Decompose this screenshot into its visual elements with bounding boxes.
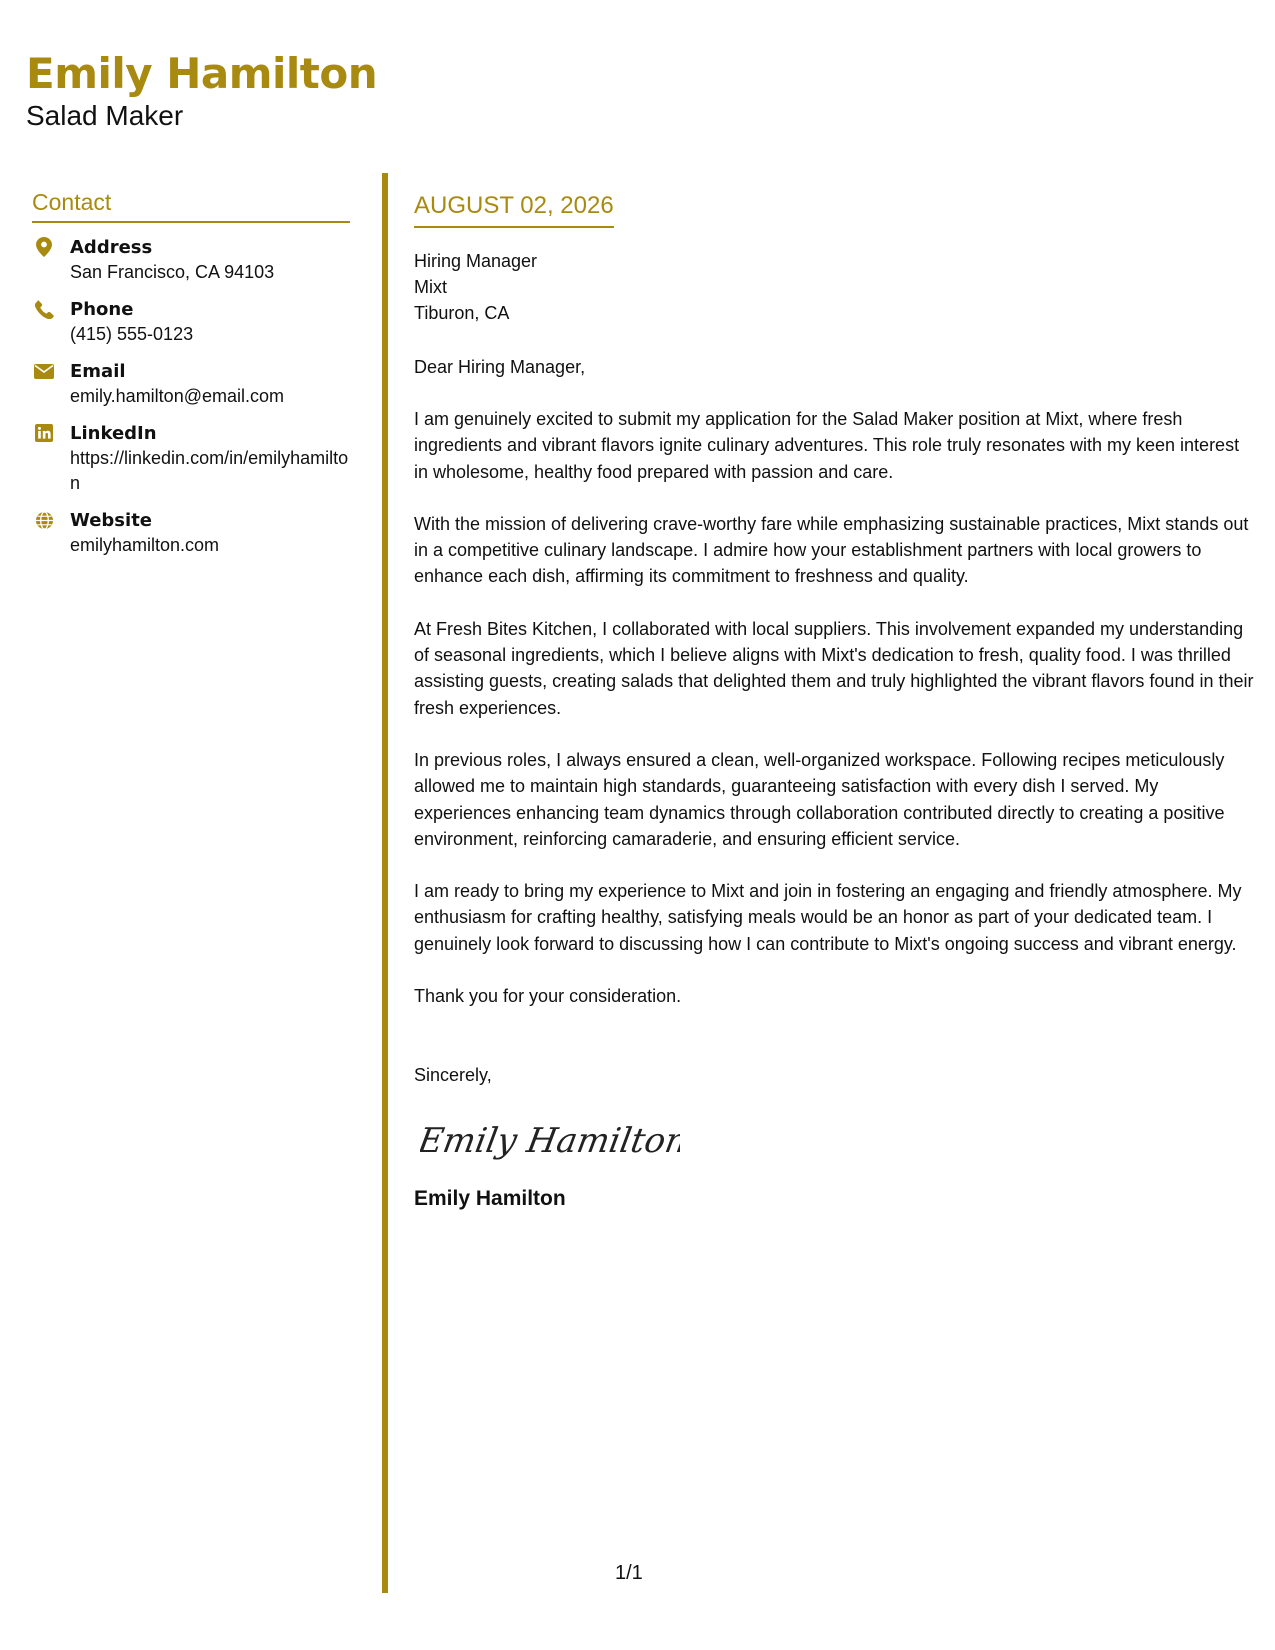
envelope-icon: [34, 361, 54, 381]
contact-value[interactable]: emilyhamilton.com: [70, 535, 220, 555]
recipient-location: Tiburon, CA: [414, 303, 510, 323]
contact-sidebar: [32, 188, 350, 570]
contact-value[interactable]: https://linkedin.com/in/emilyhamilton: [70, 448, 349, 493]
resume-header: [26, 48, 377, 132]
contact-item-website: [32, 508, 350, 558]
contact-list: [32, 235, 350, 558]
contact-value: (415) 555-0123: [70, 324, 194, 344]
contact-label: Address: [70, 237, 153, 258]
job-title: Salad Maker: [26, 100, 184, 131]
recipient-company: Mixt: [414, 277, 447, 297]
globe-icon: [34, 510, 54, 530]
contact-value: San Francisco, CA 94103: [70, 262, 275, 282]
body-paragraph: In previous roles, I always ensured a clean, well-organized workspace. Following recipes meticulously allowed me to maintain high standards, guaranteeing satisfaction with every dish I served. My experiences enhancing team dynamics through collaboration contributed directly to creating a positive environment, reinforcing camaraderie, and ensuring efficient service.: [414, 749, 1225, 849]
applicant-name: Emily Hamilton: [26, 49, 378, 98]
salutation: Dear Hiring Manager,: [414, 357, 586, 377]
contact-item-email: [32, 359, 350, 409]
recipient-block: [414, 248, 1254, 326]
body-paragraph: I am genuinely excited to submit my application for the Salad Maker position at Mixt, where fresh ingredients and vibrant flavors ignite culinary adventures. This role truly resonates with my keen interest in wholesome, healthy food prepared with passion and care.: [414, 409, 1240, 482]
vertical-divider: [382, 173, 388, 1593]
contact-label: Phone: [70, 299, 134, 320]
letter-date: AUGUST 02, 2026: [414, 192, 614, 228]
signer-name: Emily Hamilton: [414, 1187, 566, 1211]
contact-item-phone: [32, 297, 350, 347]
closing-thanks: Thank you for your consideration.: [414, 986, 682, 1007]
body-paragraph: At Fresh Bites Kitchen, I collaborated with local suppliers. This involvement expanded my understanding of seasonal ingredients, which I believe aligns with Mixt's dedication to fresh, quality food. I was thrilled assisting guests, creating salads that delighted them and truly highlighted the vibrant flavors found in their fresh experiences.: [414, 618, 1254, 718]
recipient-title: Hiring Manager: [414, 251, 538, 271]
linkedin-icon: [34, 423, 54, 443]
body-paragraph: With the mission of delivering crave-worthy fare while emphasizing sustainable practices, Mixt stands out in a competitive culinary landscape. I admire how your establishment partners with local growers to enhance each dish, affirming its commitment to freshness and quality.: [414, 513, 1249, 587]
contact-item-address: [32, 235, 350, 285]
handwritten-signature: [420, 1110, 680, 1170]
body-paragraph: I am ready to bring my experience to Mixt and join in fostering an engaging and friendly atmosphere. My enthusiasm for crafting healthy, satisfying meals would be an honor as part of your dedicated team. I genuinely look forward to discussing how I can contribute to Mixt's ongoing success and vibrant energy.: [414, 881, 1242, 954]
phone-icon: [34, 299, 54, 319]
contact-label: LinkedIn: [70, 423, 157, 444]
contact-label: Website: [70, 510, 153, 531]
contact-label: Email: [70, 361, 126, 382]
map-pin-icon: [34, 237, 54, 257]
page-number: 1/1: [615, 1562, 643, 1584]
closing-sincerely: Sincerely,: [414, 1065, 492, 1086]
contact-heading: Contact: [32, 188, 350, 223]
signature-text: Emily Hamilton: [420, 1121, 680, 1161]
letter-body: [414, 192, 1254, 1212]
contact-value: emily.hamilton@email.com: [70, 386, 284, 406]
contact-item-linkedin: [32, 421, 350, 496]
